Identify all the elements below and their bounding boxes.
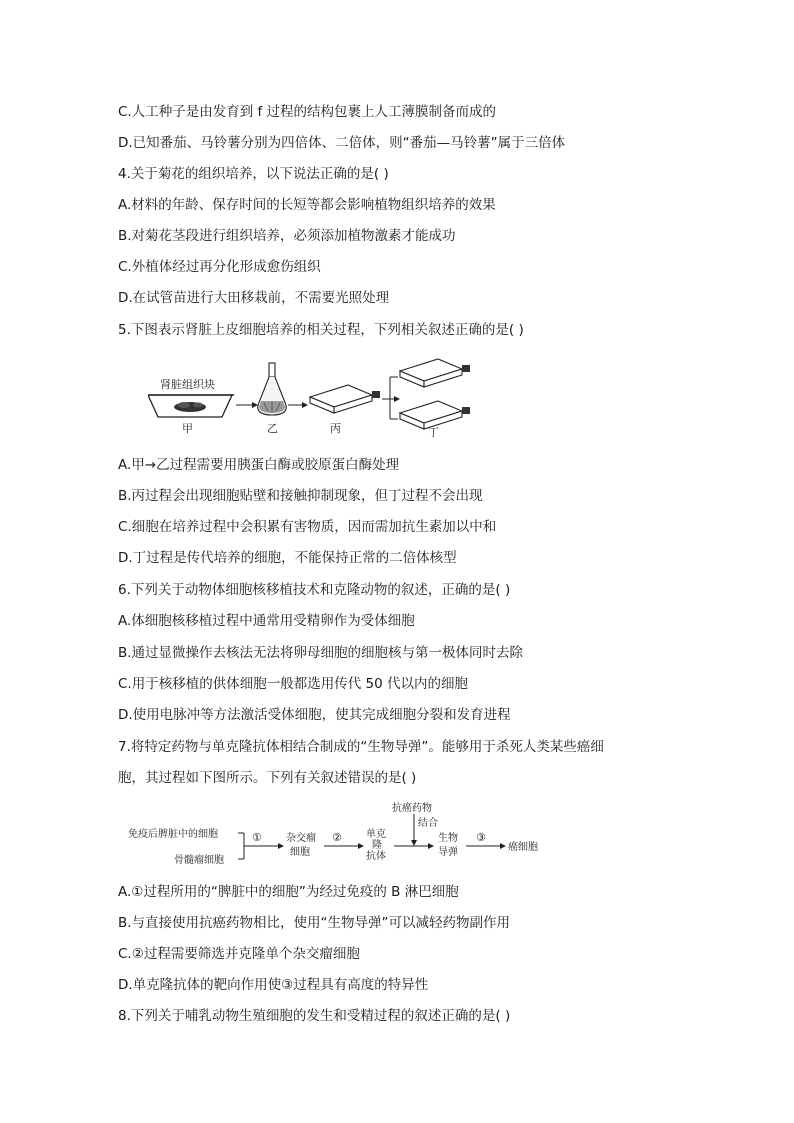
step-3-label: ③ [476, 831, 486, 844]
label-ding: 丁 [428, 426, 439, 437]
hybridoma-label-1: 杂交瘤 [286, 833, 316, 844]
option-7a: A.①过程所用的“脾脏中的细胞”为经过免疫的 B 淋巴细胞 [118, 884, 459, 900]
question-7-line2: 胞，其过程如下图所示。下列有关叙述错误的是( ) [118, 770, 417, 786]
monoclonal-flow-figure [128, 800, 548, 868]
bottle-ding-top [400, 359, 470, 387]
drug-label-2: 结合 [418, 818, 438, 829]
flask-yi [258, 363, 286, 415]
tray-jia [148, 395, 234, 417]
option-4a: A.材料的年龄、保存时间的长短等都会影响植物组织培养的效果 [118, 197, 496, 213]
option-5a: A.甲→乙过程需要用胰蛋白酶或胶原蛋白酶处理 [118, 457, 400, 473]
mab-label-3: 抗体 [366, 851, 386, 862]
tissue-label: 肾脏组织块 [160, 378, 215, 391]
drug-label-1: 抗癌药物 [392, 803, 432, 814]
myeloma-cells-label: 骨髓瘤细胞 [174, 855, 224, 866]
question-7-line1: 7.将特定药物与单克隆抗体相结合制成的“生物导弹”。能够用于杀死人类某些癌细 [118, 739, 604, 755]
step-1-label: ① [252, 831, 262, 844]
label-yi: 乙 [267, 422, 278, 435]
option-5c: C.细胞在培养过程中会积累有害物质，因而需加抗生素加以中和 [118, 519, 497, 535]
spleen-cells-label: 免疫后脾脏中的细胞 [128, 829, 218, 840]
missile-label-1: 生物 [438, 833, 458, 844]
question-6: 6.下列关于动物体细胞核移植技术和克隆动物的叙述，正确的是( ) [118, 582, 511, 598]
step-2-label: ② [332, 831, 342, 844]
mab-label-1: 单克 [366, 829, 386, 840]
option-4b: B.对菊花茎段进行组织培养，必须添加植物激素才能成功 [118, 228, 456, 244]
kidney-culture-figure [148, 355, 478, 437]
label-jia: 甲 [182, 422, 193, 435]
option-7c: C.②过程需要筛选并克隆单个杂交瘤细胞 [118, 946, 360, 962]
question-5: 5.下图表示肾脏上皮细胞培养的相关过程，下列相关叙述正确的是( ) [118, 322, 524, 338]
label-bing: 丙 [330, 422, 341, 435]
cancer-cells-label: 癌细胞 [508, 842, 538, 853]
option-3c: C.人工种子是由发育到 f 过程的结构包裹上人工薄膜制备而成的 [118, 104, 497, 120]
option-5d: D.丁过程是传代培养的细胞，不能保持正常的二倍体核型 [118, 550, 457, 566]
option-6d: D.使用电脉冲等方法激活受体细胞，使其完成细胞分裂和发育进程 [118, 707, 511, 723]
missile-label-2: 导弹 [438, 847, 458, 858]
option-4d: D.在试管苗进行大田移栽前，不需要光照处理 [118, 290, 390, 306]
option-6c: C.用于核移植的供体细胞一般都选用传代 50 代以内的细胞 [118, 676, 468, 692]
option-5b: B.丙过程会出现细胞贴壁和接触抑制现象，但丁过程不会出现 [118, 488, 483, 504]
option-7b: B.与直接使用抗癌药物相比，使用“生物导弹”可以减轻药物副作用 [118, 915, 511, 931]
option-7d: D.单克隆抗体的靶向作用使③过程具有高度的特异性 [118, 977, 429, 993]
option-6a: A.体细胞核移植过程中通常用受精卵作为受体细胞 [118, 613, 415, 629]
question-4: 4.关于菊花的组织培养，以下说法正确的是( ) [118, 166, 389, 182]
bottle-bing [310, 385, 380, 413]
mab-label-2: 隆 [372, 840, 382, 851]
option-3d: D.已知番茄、马铃薯分别为四倍体、二倍体，则“番茄—马铃薯”属于三倍体 [118, 135, 566, 151]
hybridoma-label-2: 细胞 [290, 847, 310, 858]
option-6b: B.通过显微操作去核法无法将卵母细胞的细胞核与第一极体同时去除 [118, 645, 524, 661]
question-8: 8.下列关于哺乳动物生殖细胞的发生和受精过程的叙述正确的是( ) [118, 1008, 511, 1024]
bottle-ding-bottom [400, 401, 470, 429]
option-4c: C.外植体经过再分化形成愈伤组织 [118, 259, 321, 275]
